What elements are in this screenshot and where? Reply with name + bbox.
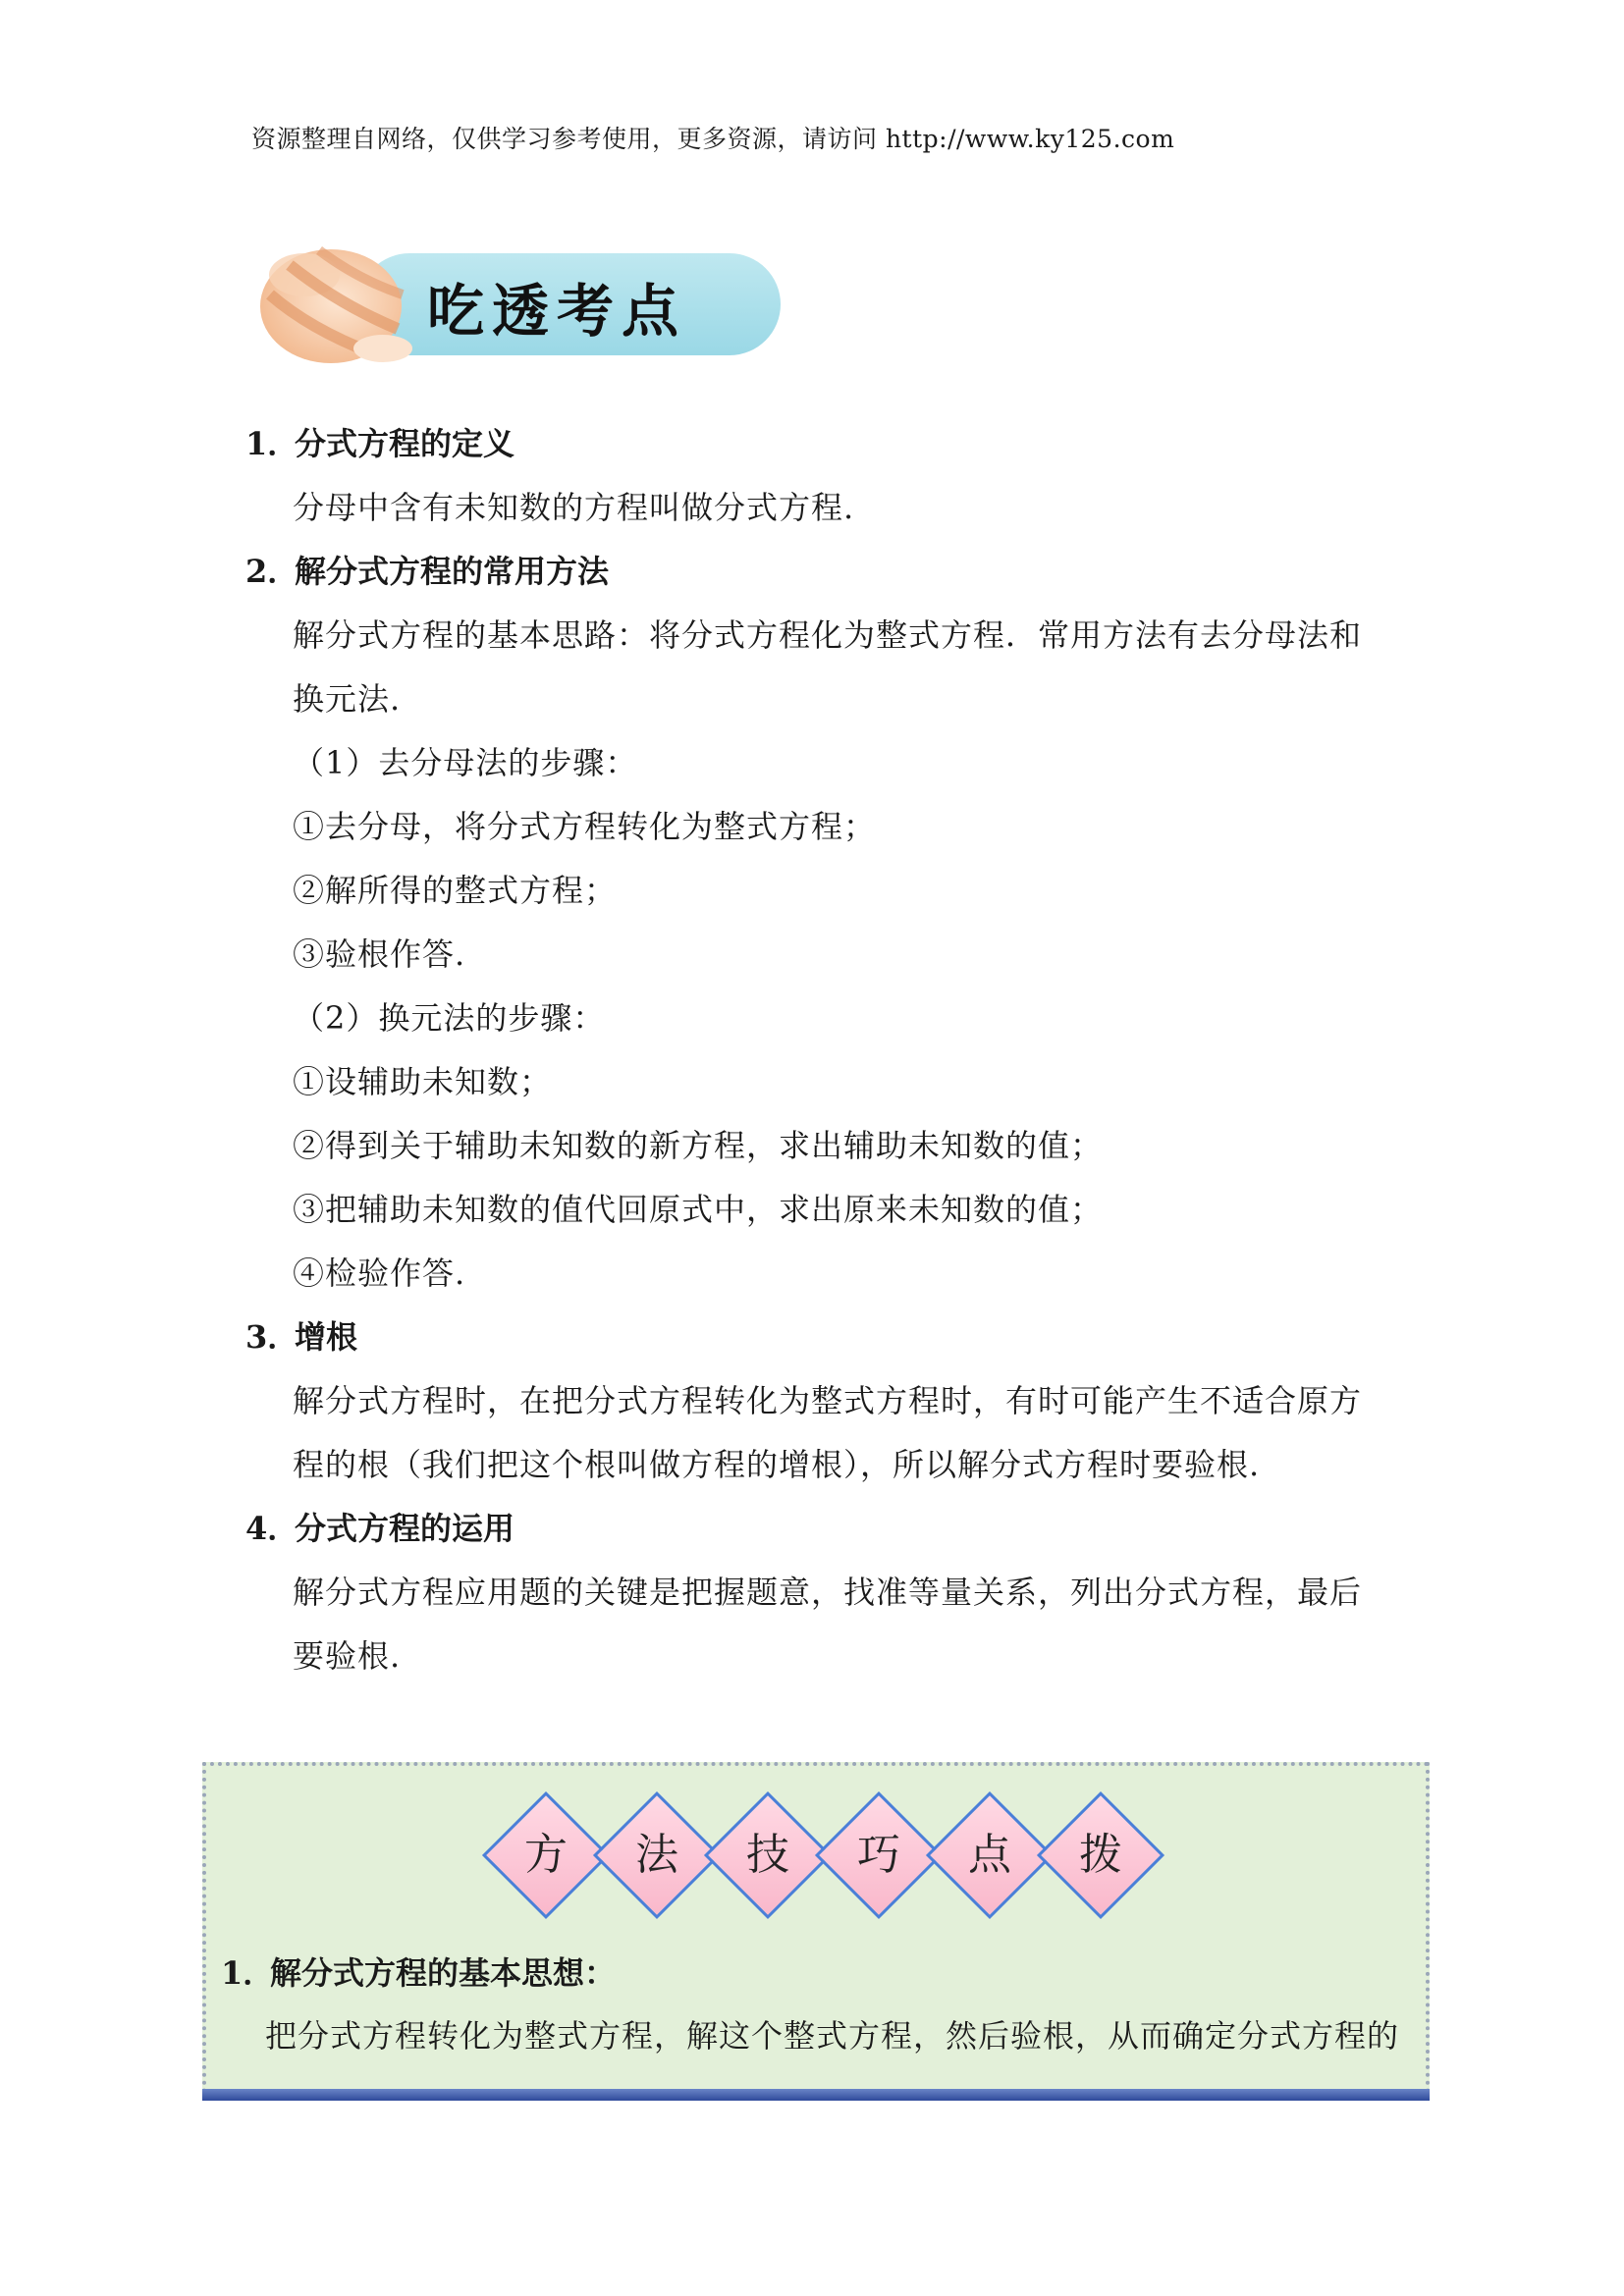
step-item: ③把辅助未知数的值代回原式中，求出原来未知数的值； — [293, 1191, 1104, 1228]
banner-title: 吃透考点 — [427, 278, 687, 345]
section-heading: 2．解分式方程的常用方法 — [245, 553, 610, 590]
section-heading: 1．解分式方程的基本思想： — [221, 1954, 617, 1992]
paragraph: 解分式方程时，在把分式方程转化为整式方程时，有时可能产生不适合原方 — [293, 1382, 1363, 1419]
section-banner — [250, 236, 781, 373]
paragraph: 解分式方程的基本思路：将分式方程化为整式方程．常用方法有去分母法和 — [293, 616, 1363, 654]
diamond-char: 巧 — [812, 1789, 946, 1922]
diamond-char: 点 — [923, 1789, 1056, 1922]
shell-icon — [250, 236, 417, 373]
method-box-content — [221, 1942, 1409, 2068]
step-item: ④检验作答. — [293, 1255, 466, 1292]
section-heading: 3．增根 — [245, 1318, 358, 1356]
main-content — [245, 412, 1404, 1688]
diamond-char: 法 — [590, 1789, 724, 1922]
paragraph: 解分式方程应用题的关键是把握题意，找准等量关系，列出分式方程，最后 — [293, 1574, 1363, 1611]
paragraph: 分母中含有未知数的方程叫做分式方程. — [293, 489, 855, 526]
diamond-char: 方 — [479, 1789, 613, 1922]
paragraph: 把分式方程转化为整式方程，解这个整式方程，然后验根，从而确定分式方程的 — [265, 2017, 1400, 2055]
subheading: （2）换元法的步骤： — [293, 999, 606, 1037]
section-heading: 1．分式方程的定义 — [245, 425, 515, 462]
paragraph: 程的根（我们把这个根叫做方程的增根），所以解分式方程时要验根. — [293, 1446, 1261, 1483]
diamond-char: 技 — [701, 1789, 835, 1922]
method-box-bottom-bar — [202, 2089, 1430, 2101]
step-item: ②得到关于辅助未知数的新方程，求出辅助未知数的值； — [293, 1127, 1104, 1164]
header-note: 资源整理自网络，仅供学习参考使用，更多资源，请访问 http://www.ky125.com — [251, 125, 1175, 153]
step-item: ①去分母，将分式方程转化为整式方程； — [293, 808, 877, 845]
paragraph: 换元法. — [293, 680, 402, 718]
paragraph: 要验根. — [293, 1637, 402, 1675]
section-heading: 4．分式方程的运用 — [245, 1510, 515, 1547]
step-item: ③验根作答. — [293, 935, 466, 973]
subheading: （1）去分母法的步骤： — [293, 744, 638, 781]
step-item: ①设辅助未知数； — [293, 1063, 553, 1100]
diamond-char: 拨 — [1034, 1789, 1167, 1922]
step-item: ②解所得的整式方程； — [293, 872, 618, 909]
method-title-diamonds — [479, 1789, 1166, 1922]
